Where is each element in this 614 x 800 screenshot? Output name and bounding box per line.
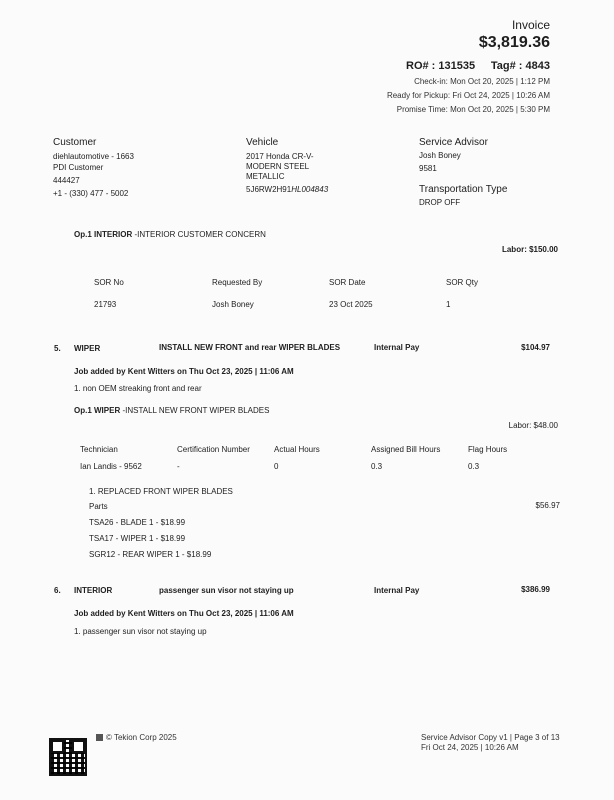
ro-number: RO# : 131535 — [406, 60, 476, 72]
tekion-logo-icon — [96, 734, 103, 741]
tech-header-actual: Actual Hours — [274, 445, 320, 454]
op-label: Op.1 INTERIOR — [74, 230, 133, 239]
advisor-id: 9581 — [419, 164, 437, 173]
footer-copyright — [96, 733, 177, 742]
sor-header-qty: SOR Qty — [446, 278, 479, 287]
vehicle-line2: MODERN STEEL — [246, 162, 310, 171]
op-desc: -INTERIOR CUSTOMER CONCERN — [134, 230, 266, 239]
ready-for-pickup-time: Ready for Pickup: Fri Oct 24, 2025 | 10:26 AM — [386, 91, 550, 100]
sor-header-no: SOR No — [94, 278, 124, 287]
sor-no: 21793 — [94, 300, 117, 309]
footer-printed-time: Fri Oct 24, 2025 | 10:26 AM — [421, 743, 519, 752]
job6-added-by: Job added by Kent Witters on Thu Oct 23, 2025 | 11:06 AM — [74, 609, 294, 618]
tech-flag: 0.3 — [468, 462, 480, 471]
sor-header-date: SOR Date — [329, 278, 366, 287]
footer-copy-info: Service Advisor Copy v1 | Page 3 of 13 — [421, 733, 560, 742]
sor-date: 23 Oct 2025 — [329, 300, 373, 309]
job5-number: 5. — [54, 344, 61, 353]
customer-heading: Customer — [53, 137, 97, 148]
tech-actual: 0 — [274, 462, 279, 471]
tech-name: Ian Landis - 9562 — [80, 462, 142, 471]
job6-description: passenger sun visor not staying up — [159, 586, 294, 595]
invoice-total: $3,819.36 — [478, 34, 550, 51]
job5-parts-total: $56.97 — [535, 501, 560, 510]
sor-requested-by: Josh Boney — [212, 300, 254, 309]
job5-added-by: Job added by Kent Witters on Thu Oct 23, 2025 | 11:06 AM — [74, 367, 294, 376]
job5-op-desc: -INSTALL NEW FRONT WIPER BLADES — [122, 406, 270, 415]
job6-pay-type: Internal Pay — [374, 586, 420, 595]
op-interior-concern — [74, 230, 266, 239]
transport-value: DROP OFF — [419, 198, 461, 207]
advisor-heading: Service Advisor — [419, 137, 488, 148]
check-in-time: Check-in: Mon Oct 20, 2025 | 1:12 PM — [414, 77, 550, 86]
transport-heading: Transportation Type — [419, 184, 508, 195]
vehicle-heading: Vehicle — [246, 137, 279, 148]
tech-cert: - — [177, 462, 180, 471]
job5-labor: Labor: $48.00 — [508, 421, 558, 430]
job5-parts-heading: Parts — [89, 502, 108, 511]
job5-correction: 1. REPLACED FRONT WIPER BLADES — [89, 487, 233, 496]
part-item: TSA17 - WIPER 1 - $18.99 — [89, 534, 186, 543]
tech-header-assigned: Assigned Bill Hours — [371, 445, 441, 454]
customer-number: 444427 — [53, 176, 80, 185]
tech-assigned: 0.3 — [371, 462, 383, 471]
vehicle-line1: 2017 Honda CR-V- — [246, 152, 314, 161]
job5-pay-type: Internal Pay — [374, 343, 420, 352]
customer-phone: +1 - (330) 477 - 5002 — [53, 189, 129, 198]
job5-amount: $104.97 — [521, 343, 550, 352]
invoice-title: Invoice — [511, 18, 550, 32]
tech-header-technician: Technician — [80, 445, 118, 454]
footer-copyright-text: © Tekion Corp 2025 — [106, 733, 177, 742]
promise-time: Promise Time: Mon Oct 20, 2025 | 5:30 PM — [396, 105, 550, 114]
job5-description: INSTALL NEW FRONT and rear WIPER BLADES — [159, 343, 341, 352]
job5-op-label: Op.1 WIPER — [74, 406, 121, 415]
vehicle-line3: METALLIC — [246, 172, 285, 181]
job6-name: INTERIOR — [74, 586, 113, 595]
tag-number: Tag# : 4843 — [490, 60, 550, 72]
vehicle-vin — [246, 185, 328, 194]
qr-code — [51, 740, 85, 774]
vin-suffix: HL004843 — [291, 185, 329, 194]
job5-concern: 1. non OEM streaking front and rear — [74, 384, 202, 393]
op-interior-labor: Labor: $150.00 — [501, 245, 558, 254]
job6-concern: 1. passenger sun visor not staying up — [74, 627, 207, 636]
job5-op — [74, 406, 269, 415]
customer-name: diehlautomotive - 1663 — [53, 152, 134, 161]
part-item: SGR12 - REAR WIPER 1 - $18.99 — [89, 550, 212, 559]
tech-header-flag: Flag Hours — [468, 445, 508, 454]
vin-prefix: 5J6RW2H91 — [246, 185, 292, 194]
sor-header-requested-by: Requested By — [212, 278, 263, 287]
advisor-name: Josh Boney — [419, 151, 461, 160]
job6-amount: $386.99 — [521, 585, 550, 594]
sor-qty: 1 — [446, 300, 451, 309]
job6-number: 6. — [54, 586, 61, 595]
tech-header-cert: Certification Number — [177, 445, 250, 454]
customer-type: PDI Customer — [53, 163, 104, 172]
job5-name: WIPER — [74, 344, 101, 353]
part-item: TSA26 - BLADE 1 - $18.99 — [89, 518, 186, 527]
